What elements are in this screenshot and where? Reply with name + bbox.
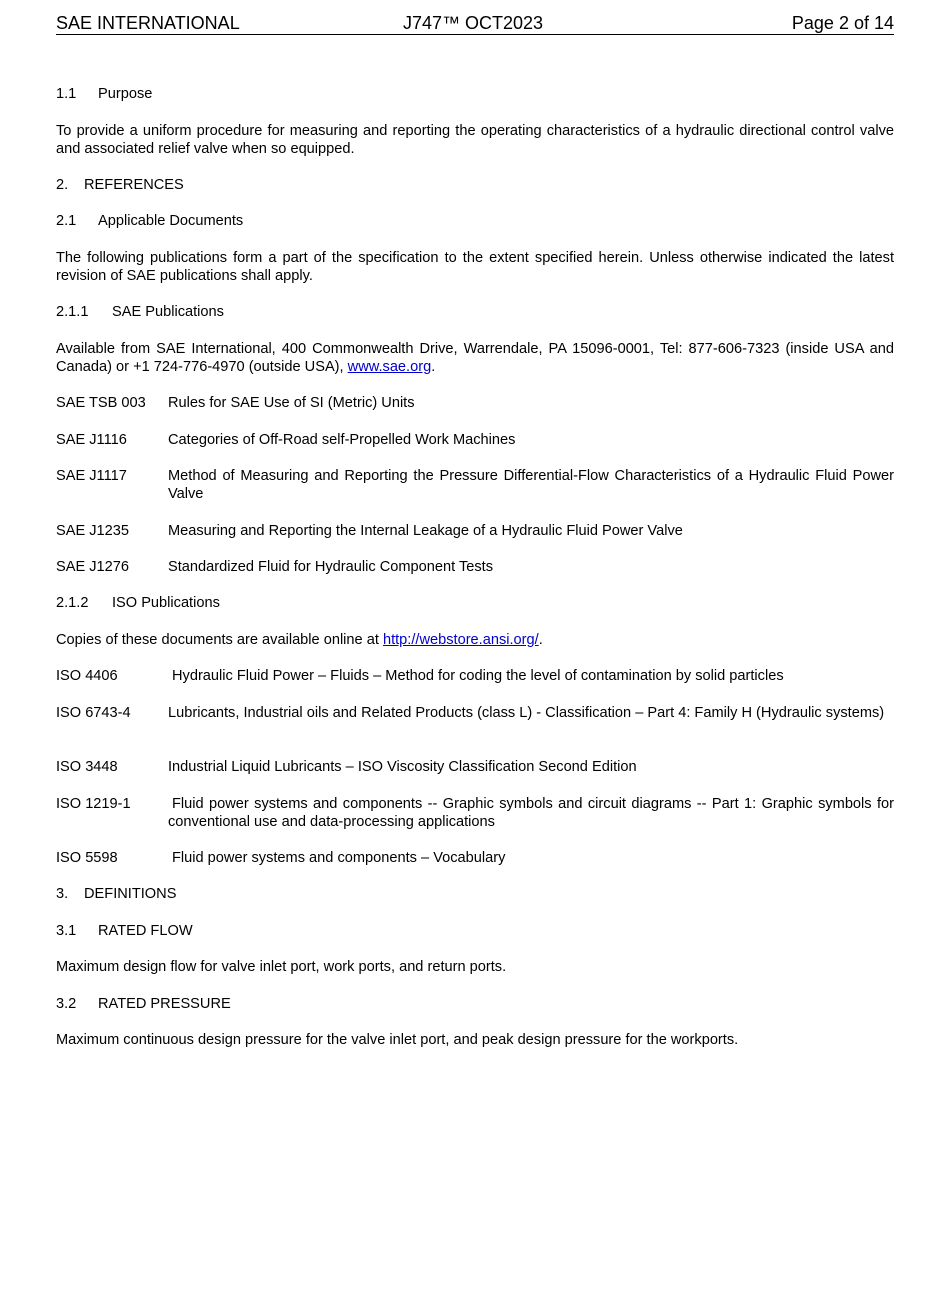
reference-code: ISO 6743-4 bbox=[56, 705, 131, 721]
page-header bbox=[56, 12, 894, 35]
heading-number: 3.1 bbox=[56, 923, 77, 939]
reference-title: Standardized Fluid for Hydraulic Component Tests bbox=[168, 559, 494, 575]
heading-3 bbox=[56, 885, 894, 903]
ansi-webstore-link[interactable]: http://webstore.ansi.org/ bbox=[382, 632, 539, 648]
header-org: SAE INTERNATIONAL bbox=[56, 13, 240, 33]
reference-title: Lubricants, Industrial oils and Related Products (class L) - Classification – Part 4: Family H (Hydraulic systems) bbox=[168, 705, 885, 721]
heading-number: 2.1.1 bbox=[56, 304, 89, 320]
sae-website-link[interactable]: www.sae.org bbox=[347, 359, 432, 375]
heading-1-1 bbox=[56, 85, 894, 103]
purpose-paragraph: To provide a uniform procedure for measuring and reporting the operating characteristics of a hydraulic directional control valve and associated relief valve when so equipped. bbox=[56, 123, 894, 157]
reference-code: SAE J1276 bbox=[56, 559, 130, 575]
heading-title: RATED FLOW bbox=[98, 923, 193, 939]
applicable-documents-paragraph: The following publications form a part of the specification to the extent specified herein. Unless otherwise indicated the latest revision of SAE publications shall apply. bbox=[56, 250, 894, 284]
reference-title: Industrial Liquid Lubricants – ISO Viscosity Classification Second Edition bbox=[168, 759, 637, 775]
heading-3-2 bbox=[56, 995, 894, 1013]
reference-code: ISO 4406 bbox=[56, 668, 118, 684]
reference-title: Fluid power systems and components – Vocabulary bbox=[172, 850, 506, 866]
period: . bbox=[431, 359, 436, 375]
reference-code: ISO 5598 bbox=[56, 850, 118, 866]
reference-code: SAE TSB 003 bbox=[56, 395, 146, 411]
reference-title: Categories of Off-Road self-Propelled Work Machines bbox=[168, 432, 516, 448]
heading-number: 2. bbox=[56, 177, 69, 193]
header-doc-id: J747™ OCT2023 bbox=[403, 13, 544, 33]
heading-number: 1.1 bbox=[56, 86, 77, 102]
heading-title: Applicable Documents bbox=[98, 213, 244, 229]
reference-code: ISO 3448 bbox=[56, 759, 118, 775]
heading-title: ISO Publications bbox=[112, 595, 220, 611]
period: . bbox=[538, 632, 543, 648]
heading-title: RATED PRESSURE bbox=[98, 996, 231, 1012]
reference-code: SAE J1116 bbox=[56, 432, 127, 448]
sae-availability-text: Available from SAE International, 400 Commonwealth Drive, Warrendale, PA 15096-0001, Tel: 877-606-7323 (inside USA and Canada) or +1 724-776-4970 (outside USA), bbox=[56, 341, 894, 375]
heading-number: 2.1 bbox=[56, 213, 77, 229]
reference-code: SAE J1117 bbox=[56, 468, 127, 484]
reference-title: Method of Measuring and Reporting the Pressure Differential-Flow Characteristics of a Hydraulic Fluid Power Valve bbox=[168, 468, 894, 502]
heading-2-1-2 bbox=[56, 594, 894, 612]
sae-availability-paragraph bbox=[56, 340, 894, 376]
heading-number: 3. bbox=[56, 886, 69, 902]
iso-availability-paragraph bbox=[56, 631, 894, 649]
reference-title: Rules for SAE Use of SI (Metric) Units bbox=[168, 395, 415, 411]
reference-code: ISO 1219-1 bbox=[56, 796, 131, 812]
iso-availability-text: Copies of these documents are available online at bbox=[56, 632, 383, 648]
heading-title: REFERENCES bbox=[84, 177, 184, 193]
heading-number: 3.2 bbox=[56, 996, 77, 1012]
heading-title: Purpose bbox=[98, 86, 153, 102]
heading-3-1 bbox=[56, 922, 894, 940]
heading-2 bbox=[56, 176, 894, 194]
rated-flow-definition: Maximum design flow for valve inlet port, work ports, and return ports. bbox=[56, 959, 507, 975]
reference-code: SAE J1235 bbox=[56, 523, 130, 539]
heading-number: 2.1.2 bbox=[56, 595, 89, 611]
heading-2-1 bbox=[56, 212, 894, 230]
reference-title: Measuring and Reporting the Internal Leakage of a Hydraulic Fluid Power Valve bbox=[168, 523, 683, 539]
header-page-number: Page 2 of 14 bbox=[791, 13, 894, 33]
heading-2-1-1 bbox=[56, 303, 894, 321]
heading-title: DEFINITIONS bbox=[84, 886, 177, 902]
rated-pressure-definition: Maximum continuous design pressure for the valve inlet port, and peak design pressure for the workports. bbox=[56, 1032, 739, 1048]
reference-title: Hydraulic Fluid Power – Fluids – Method for coding the level of contamination by solid particles bbox=[172, 668, 784, 684]
reference-title: Fluid power systems and components -- Graphic symbols and circuit diagrams -- Part 1: Graphic symbols for conventional use and data-processing applications bbox=[168, 796, 894, 830]
heading-title: SAE Publications bbox=[112, 304, 224, 320]
